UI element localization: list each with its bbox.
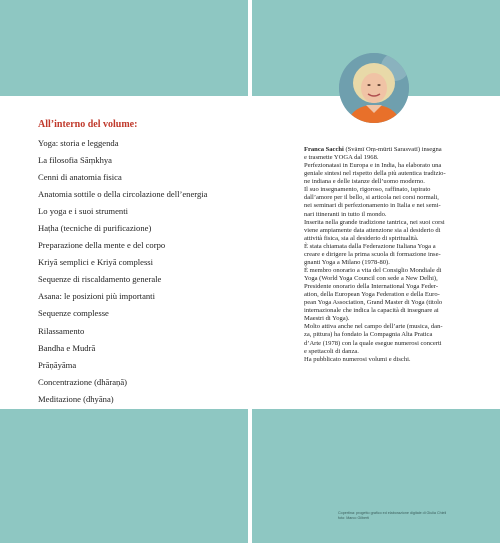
- bio-line: e trasmette YOGA dal 1968.: [304, 154, 379, 162]
- toc-item: Bandha e Mudrā: [38, 342, 96, 353]
- toc-list: [38, 135, 208, 408]
- bio-line: d’Arte (1978) con la quale esegue numerosi concerti: [304, 339, 442, 347]
- bio-line: gnanti Yoga a Milano (1978-80).: [304, 258, 390, 266]
- bio-first-line: [304, 146, 486, 154]
- toc-item: Lo yoga e i suoi strumenti: [38, 206, 128, 217]
- toc-item: Prāṇāyāma: [38, 359, 77, 370]
- toc-item: Yoga: storia e leggenda: [38, 138, 119, 148]
- toc-item: Meditazione (dhyāna): [38, 393, 114, 404]
- toc-item: Asana: le posizioni più importanti: [38, 291, 155, 302]
- bio-line: attività fisica, sia al desiderio di spiritualità.: [304, 234, 419, 242]
- toc-item: Sequenze complesse: [38, 308, 109, 319]
- bio-line: ation, della European Yoga Federation e della Euro-: [304, 291, 440, 299]
- bio-line: Molto attiva anche nel campo dell’arte (musica, dan-: [304, 323, 443, 331]
- author-portrait: [339, 53, 409, 123]
- bio-line: Il suo insegnamento, rigoroso, raffinato, ispirato: [304, 186, 431, 194]
- bio-line: nei seminari di perfezionamento in Italia e nei semi-: [304, 202, 441, 210]
- toc-item: Sequenze di riscaldamento generale: [38, 274, 162, 285]
- toc-item: Concentrazione (dhāraṇā): [38, 376, 127, 387]
- bio-line: Ha pubblicato numerosi volumi e dischi.: [304, 355, 411, 363]
- toc-item: Rilassamento: [38, 325, 85, 336]
- credits-line: foto: Marco Gilberti: [338, 516, 370, 520]
- bio-line: geniale sintesi nel rispetto della più autentica tradizio-: [304, 170, 446, 178]
- bio-line: È stata chiamata dalla Federazione Italiana Yoga a: [304, 242, 436, 250]
- toc-item: Preparazione della mente e del corpo: [38, 240, 166, 251]
- toc-item: Kriyā semplici e Kriyā complessi: [38, 257, 154, 268]
- bio-line: nari itineranti in tutto il mondo.: [304, 210, 387, 218]
- bio-line: È membro onorario a vita del Consiglio Mondiale di: [304, 266, 442, 274]
- spine-divider: [248, 0, 252, 543]
- author-name: Franca Sacchi: [304, 146, 344, 153]
- bio-line: e spettacoli di danza.: [304, 347, 359, 355]
- bio-line: Yoga (World Yoga Council con sede a New Delhi),: [304, 275, 438, 282]
- toc-item: Cenni di anatomia fisica: [38, 172, 122, 183]
- bio-line: za, pittura) ha fondato la Compagnia Alta Pratica: [304, 331, 433, 339]
- author-name-suffix: (Svāmī Oṃ-mūrti Sarasvatī) insegna: [343, 146, 442, 153]
- bio-line: Maestri di Yoga).: [304, 315, 350, 323]
- bio-line: Presidente onorario della International Yoga Feder-: [304, 283, 439, 291]
- bio-line: pean Yoga Association, Grand Master di Yoga (titolo: [304, 299, 443, 307]
- bio-line: viene ampiamente data attenzione sia al desiderio di: [304, 226, 441, 234]
- credits-line: Copertina: progetto grafico ed elaborazione digitale di Giulia Chieli: [338, 511, 447, 515]
- bio-line: ne indiana e delle istanze dell’uomo moderno.: [304, 178, 425, 186]
- bio-line: Inserita nella grande tradizione tantrica, nei suoi corsi: [304, 218, 445, 226]
- cover-credits: [338, 511, 446, 521]
- bio-line: internazionale che indica la capacità di insegnare ai: [304, 307, 439, 315]
- toc-item: La filosofia Sāṃkhya: [38, 155, 112, 166]
- bio-line: creare e dirigere la prima scuola di formazione inse-: [304, 250, 441, 258]
- toc-heading: All’interno del volume:: [38, 119, 138, 130]
- bio-line: Perfezionatasi in Europa e in India, ha elaborato una: [304, 162, 442, 170]
- author-bio: [304, 146, 486, 364]
- toc-item: Haṭha (tecniche di purificazione): [38, 223, 152, 234]
- toc-item: Anatomia sottile o della circolazione dell’energia: [38, 189, 208, 200]
- bio-line: dall’amore per il bello, si articola nei corsi normali,: [304, 194, 439, 202]
